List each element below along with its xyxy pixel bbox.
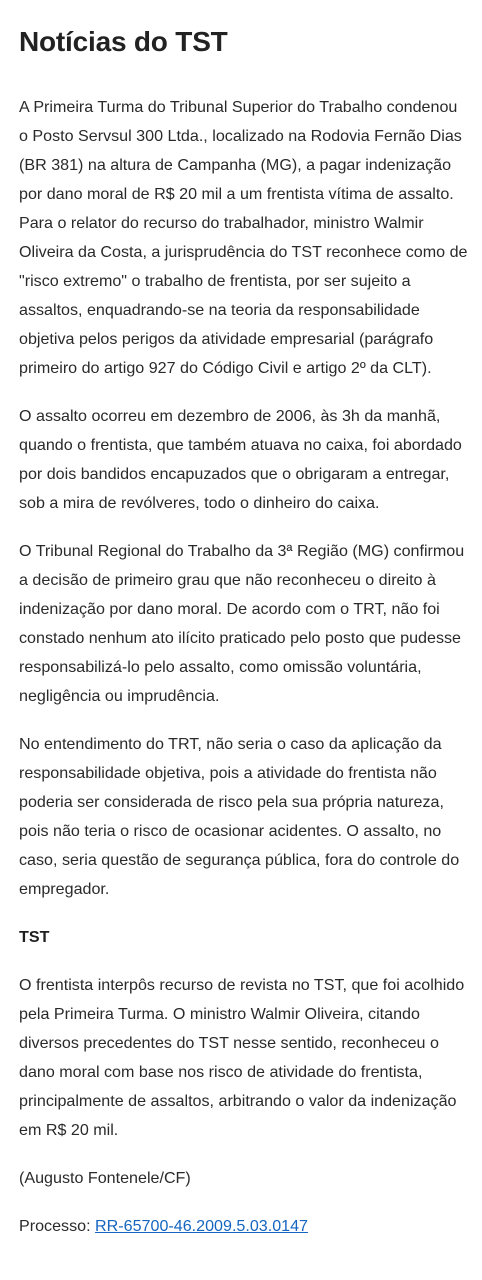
article-paragraph-3: O Tribunal Regional do Trabalho da 3ª Região (MG) confirmou a decisão de primeiro grau que não reconheceu o direito à indenização por dano moral. De acordo com o TRT, não foi constado nenhum ato ilícito praticado pelo posto que pudesse responsabilizá-lo pelo assalto, como omissão voluntária, negligência ou imprudência. [19,542,465,705]
section-paragraph: O frentista interpôs recurso de revista no TST, que foi acolhido pela Primeira Turma. O ministro Walmir Oliveira, citando diversos precedentes do TST nesse sentido, reconheceu o dano moral com base nos risco de atividade do frentista, principalmente de assaltos, arbitrando o valor da indenização em R$ 20 mil. [19,976,465,1139]
author-credit: (Augusto Fontenele/CF) [19,1169,191,1187]
article-paragraph-4: No entendimento do TRT, não seria o caso da aplicação da responsabilidade objetiva, pois a atividade do frentista não poderia ser considerada de risco pela sua própria natureza, pois não teria o risco de ocasionar acidentes. O assalto, no caso, seria questão de segurança pública, fora do controle do empregador. [19,735,460,898]
page-title: Notícias do TST [19,26,228,57]
article-paragraph-2: O assalto ocorreu em dezembro de 2006, às 3h da manhã, quando o frentista, que também atuava no caixa, foi abordado por dois bandidos encapuzados que o obrigaram a entregar, sob a mira de revólveres, todo o dinheiro do caixa. [19,407,462,512]
article-paragraph-1: A Primeira Turma do Tribunal Superior do Trabalho condenou o Posto Servsul 300 Ltda., localizado na Rodovia Fernão Dias (BR 381) na altura de Campanha (MG), a pagar indenização por dano moral de R$ 20 mil a um frentista vítima de assalto. Para o relator do recurso do trabalhador, ministro Walmir Oliveira da Costa, a jurisprudência do TST reconhece como de "risco extremo" o trabalho de frentista, por ser sujeito a assaltos, enquadrando-se na teoria da responsabilidade objetiva pelos perigos da atividade empresarial (parágrafo primeiro do artigo 927 do Código Civil e artigo 2º da CLT). [19,98,468,377]
section-heading: TST [19,928,50,946]
process-label: Processo: [19,1217,91,1235]
process-link[interactable]: RR-65700-46.2009.5.03.0147 [95,1217,309,1235]
process-line [19,1212,468,1241]
